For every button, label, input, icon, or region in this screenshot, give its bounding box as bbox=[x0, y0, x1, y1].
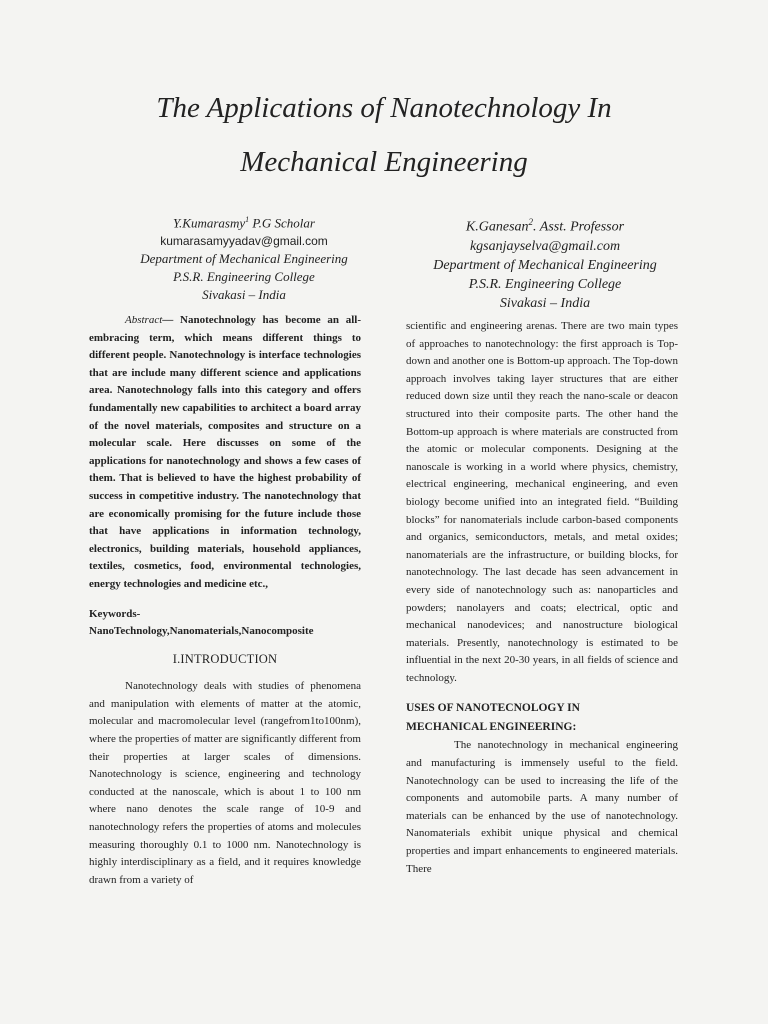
author-2-sup: 2 bbox=[528, 217, 534, 227]
author-1-location: Sivakasi – India bbox=[202, 287, 286, 303]
author-1-name-line bbox=[88, 211, 400, 232]
author-1-email[interactable]: kumarasamyyadav@gmail.com bbox=[160, 234, 328, 249]
uses-heading-line-2: MECHANICAL ENGINEERING: bbox=[406, 721, 577, 734]
keywords-list: NanoTechnology,Nanomaterials,Nanocomposite bbox=[89, 625, 314, 638]
intro-paragraph: Nanotechnology deals with studies of phenomena and manipulation with elements of matter at the atomic, molecular and macromolecular level (rangefrom1to100nm), where the properties of matter are significantly different from their properties at larger scales of dimensions. Nanotechnology is science, engineering and technology conducted at the nanoscale, which is about 1 to 100 nm where nano denotes the scale range of 10-9 and nanotechnology refers the properties of atoms and molecules measuring thoroughly 0.1 to 1000 nm. Nanotechnology is highly interdisciplinary as a field, and it requires knowledge drawn from a variety of bbox=[89, 680, 361, 886]
author-2-dept: Department of Mechanical Engineering bbox=[433, 257, 657, 273]
abstract bbox=[89, 312, 361, 594]
abstract-label: Abstract bbox=[125, 314, 163, 326]
author-2-name-line bbox=[395, 213, 695, 237]
right-column bbox=[406, 318, 678, 878]
author-2-college: P.S.R. Engineering College bbox=[468, 276, 622, 292]
author-2-email[interactable]: kgsanjayselva@gmail.com bbox=[469, 238, 621, 254]
author-2-block bbox=[395, 213, 695, 313]
author-2-role: . Asst. Professor bbox=[533, 219, 625, 235]
author-1-role: P.G Scholar bbox=[249, 215, 315, 231]
author-2-location: Sivakasi – India bbox=[499, 295, 591, 311]
intro-heading: I.INTRODUCTION bbox=[172, 651, 278, 666]
author-1-dept: Department of Mechanical Engineering bbox=[140, 251, 348, 267]
author-2-name: K.Ganesan bbox=[465, 219, 529, 235]
keywords bbox=[89, 606, 361, 641]
author-1-college: P.S.R. Engineering College bbox=[173, 269, 315, 285]
author-1-name: Y.Kumarasmy bbox=[173, 215, 246, 231]
left-column bbox=[89, 312, 361, 889]
abstract-text: — Nanotechnology has become an all-embracing term, which means different things to different people. Nanotechnology is interface technologies that are include many different science and applications area. Nanotechnology falls into this category and offers fundamentally new capabilities to architect a board array of the novel materials, composites and structure on a molecular scale. Here discusses on some of the applications for nanotechnology and shows a few cases of them. That is believed to have the highest probability of success in competitive industry. The nanotechnology that are economically promising for the future include those that have applications in information technology, electronics, building materials, household appliances, textiles, cosmetics, food, environmental technologies, energy technologies and medicine etc., bbox=[89, 314, 361, 590]
paper-title-line-1: The Applications of Nanotechnology In bbox=[156, 92, 612, 124]
author-1-block bbox=[88, 211, 400, 304]
author-1-sup: 1 bbox=[245, 215, 250, 224]
uses-paragraph: The nanotechnology in mechanical engineering and manufacturing is immensely useful to the field. Nanotechnology can be used to increasing the life of the components and automobile parts. A many number of materials can be enhanced by the use of nanotechnology. Nanomaterials exhibit unique physical and chemical properties and impart enhancements to engineered materials. There bbox=[406, 739, 678, 875]
paper-title-line-2: Mechanical Engineering bbox=[240, 146, 528, 178]
keywords-label: Keywords- bbox=[89, 607, 141, 620]
uses-heading-line-1: USES OF NANOTECNOLOGY IN bbox=[406, 702, 580, 715]
right-paragraph: scientific and engineering arenas. There are two main types of approaches to nanotechnology: the first approach is Top-down and another one is Bottom-up approach. The Top-down approach involves taking layer structures that are either reduced down size until they reach the nano-scale or deacon structured into their composite parts. The other hand the Bottom-up approach is where materials are constructed from the atomic or molecular components. Designing at the nanoscale is working in a world where physics, chemistry, electrical engineering, mechanical engineering, and even biology become unified into an integrated field. “Building blocks” for nanomaterials include carbon-based components and organics, semiconductors, metals, and metal oxides; nanomaterials are the infrastructure, or building blocks, for nanotechnology. The last decade has seen advancement in every side of nanotechnology such as: nanoparticles and powders; nanolayers and coats; electrical, optic and mechanical nanodevices; and nanostructure biological materials. Presently, nanotechnology is estimated to be influential in the next 20-30 years, in all fields of science and technology. bbox=[406, 320, 678, 684]
uses-heading bbox=[406, 699, 678, 737]
